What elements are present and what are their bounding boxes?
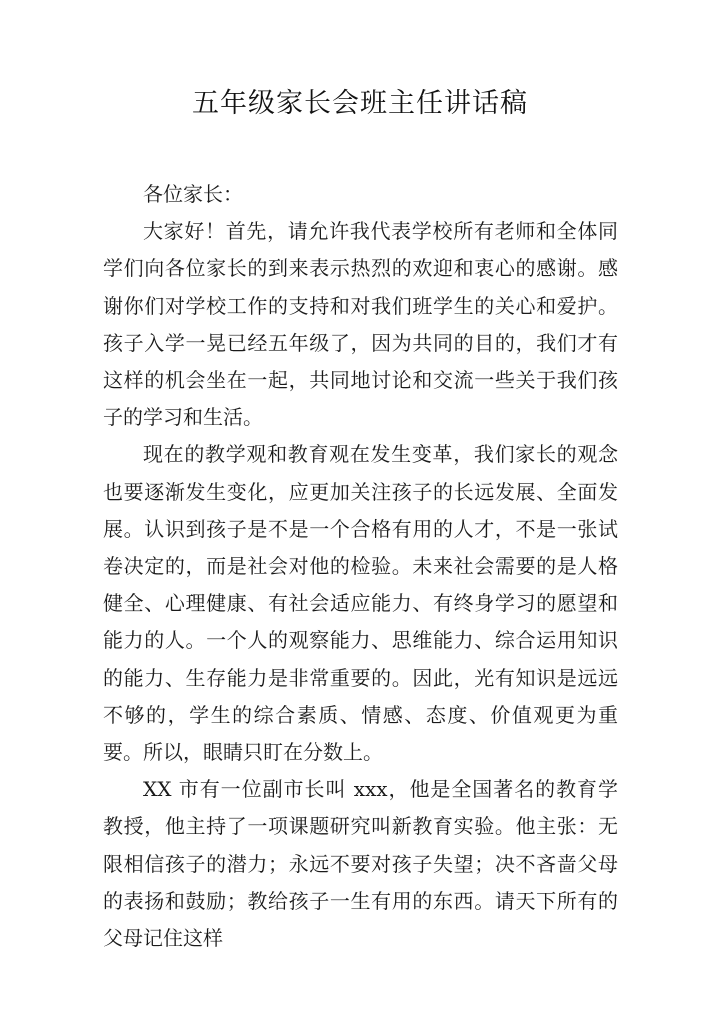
paragraph-new-education-experiment: XX 市有一位副市长叫 xxx，他是全国著名的教育学教授，他主持了一项课题研究叫新教育实验。他主张：无限相信孩子的潜力；永远不要对孩子失望；决不吝啬父母的表扬和鼓励；教给孩子一生有用的东西。请天下所有的父母记住这样 xyxy=(103,777,618,951)
paragraph-education-views: 现在的教学观和教育观在发生变革，我们家长的观念也要逐渐发生变化，应更加关注孩子的长远发展、全面发展。认识到孩子是不是一个合格有用的人才，不是一张试卷决定的，而是社会对他的检验。未来社会需要的是人格健全、心理健康、有社会适应能力、有终身学习的愿望和能力的人。一个人的观察能力、思维能力、综合运用知识的能力、生存能力是非常重要的。因此，光有知识是远远不够的，学生的综合素质、情感、态度、价值观更为重要。所以，眼睛只盯在分数上。 xyxy=(103,442,618,765)
salutation: 各位家长： xyxy=(143,182,243,206)
document-body xyxy=(103,176,618,957)
paragraph-greeting: 大家好！首先，请允许我代表学校所有老师和全体同学们向各位家长的到来表示热烈的欢迎和衷心的感谢。感谢你们对学校工作的支持和对我们班学生的关心和爱护。孩子入学一晃已经五年级了，因为共同的目的，我们才有这样的机会坐在一起，共同地讨论和交流一些关于我们孩子的学习和生活。 xyxy=(103,219,618,430)
document-title: 五年级家长会班主任讲话稿 xyxy=(192,88,528,119)
